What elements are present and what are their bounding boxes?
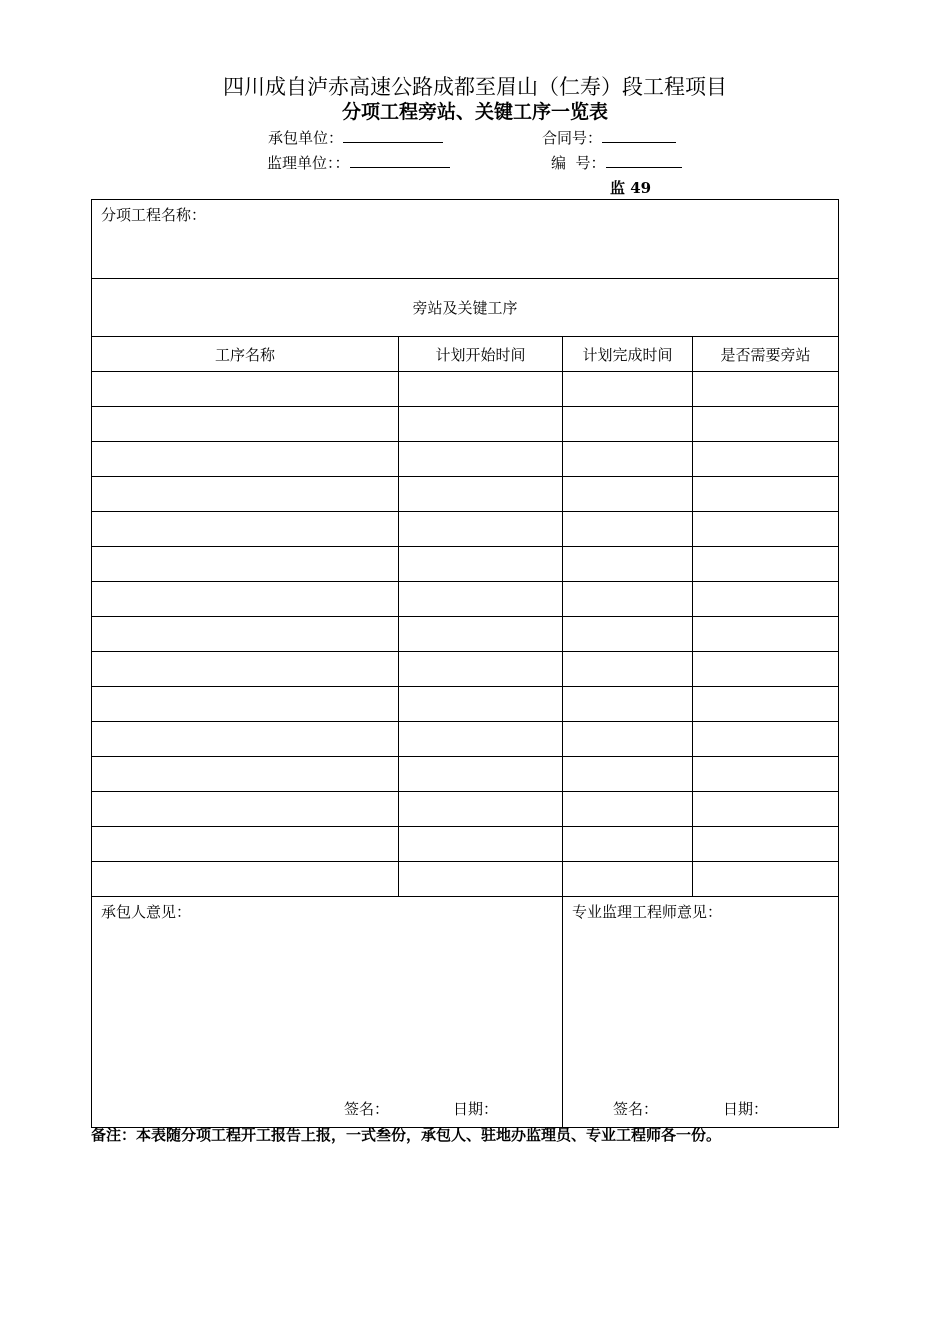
needs-supervision-cell[interactable] [693,722,839,757]
col-process-name: 工序名称 [92,337,399,372]
needs-supervision-cell[interactable] [693,372,839,407]
table-row [92,512,839,547]
planned-start-cell[interactable] [399,547,563,582]
needs-supervision-cell[interactable] [693,547,839,582]
planned-finish-cell[interactable] [563,757,693,792]
needs-supervision-cell[interactable] [693,862,839,897]
contractor-sign-label: 签名： [344,1100,390,1118]
engineer-opinion-label: 专业监理工程师意见： [572,903,723,921]
needs-supervision-cell[interactable] [693,617,839,652]
planned-start-cell[interactable] [399,722,563,757]
process-table [91,199,839,1128]
table-row [92,722,839,757]
planned-start-cell[interactable] [399,372,563,407]
planned-start-cell[interactable] [399,582,563,617]
process-name-cell[interactable] [92,442,399,477]
contractor-date-label: 日期： [453,1100,499,1118]
col-planned-finish: 计划完成时间 [563,337,693,372]
planned-finish-cell[interactable] [563,407,693,442]
needs-supervision-cell[interactable] [693,792,839,827]
table-row [92,652,839,687]
table-row [92,757,839,792]
contractor-blank [343,128,443,143]
contractor-opinion-cell[interactable] [92,897,563,1128]
planned-finish-cell[interactable] [563,617,693,652]
col-planned-start: 计划开始时间 [399,337,563,372]
process-name-cell[interactable] [92,477,399,512]
needs-supervision-cell[interactable] [693,407,839,442]
planned-finish-cell[interactable] [563,687,693,722]
planned-start-cell[interactable] [399,407,563,442]
planned-start-cell[interactable] [399,827,563,862]
table-row [92,372,839,407]
needs-supervision-cell[interactable] [693,442,839,477]
table-row [92,792,839,827]
needs-supervision-cell[interactable] [693,652,839,687]
contractor-field [268,128,443,148]
col-needs-supervision: 是否需要旁站 [693,337,839,372]
table-row [92,477,839,512]
planned-start-cell[interactable] [399,652,563,687]
engineer-opinion-cell[interactable] [563,897,839,1128]
planned-start-cell[interactable] [399,757,563,792]
process-name-cell[interactable] [92,407,399,442]
planned-finish-cell[interactable] [563,722,693,757]
process-name-cell[interactable] [92,547,399,582]
planned-finish-cell[interactable] [563,652,693,687]
contract-no-field [542,128,676,148]
process-name-cell[interactable] [92,792,399,827]
planned-start-cell[interactable] [399,792,563,827]
planned-finish-cell[interactable] [563,372,693,407]
planned-finish-cell[interactable] [563,792,693,827]
serial-label: 编 号： [551,154,606,172]
planned-finish-cell[interactable] [563,547,693,582]
needs-supervision-cell[interactable] [693,757,839,792]
process-name-cell[interactable] [92,827,399,862]
planned-finish-cell[interactable] [563,442,693,477]
process-name-cell[interactable] [92,757,399,792]
supervisor-blank [350,153,450,168]
process-name-cell[interactable] [92,687,399,722]
process-name-cell[interactable] [92,862,399,897]
process-name-cell[interactable] [92,582,399,617]
table-row [92,827,839,862]
process-name-cell[interactable] [92,652,399,687]
supervisor-label: 监理单位：： [267,154,350,172]
table-row [92,547,839,582]
table-row [92,442,839,477]
planned-start-cell[interactable] [399,862,563,897]
table-row [92,407,839,442]
table-row [92,617,839,652]
contract-no-label: 合同号： [542,129,603,147]
section-title: 旁站及关键工序 [92,279,839,337]
form-code: 监 49 [610,179,652,197]
serial-blank [606,153,682,168]
process-name-cell[interactable] [92,512,399,547]
form-title: 分项工程旁站、关键工序一览表 [341,101,608,123]
process-name-cell[interactable] [92,372,399,407]
subitem-name-cell[interactable] [92,200,839,279]
table-row [92,582,839,617]
planned-start-cell[interactable] [399,477,563,512]
contractor-label: 承包单位： [268,129,344,147]
planned-start-cell[interactable] [399,512,563,547]
needs-supervision-cell[interactable] [693,582,839,617]
engineer-date-label: 日期： [723,1100,769,1118]
needs-supervision-cell[interactable] [693,512,839,547]
supervisor-field [267,153,450,173]
needs-supervision-cell[interactable] [693,687,839,722]
planned-finish-cell[interactable] [563,827,693,862]
planned-start-cell[interactable] [399,442,563,477]
planned-finish-cell[interactable] [563,582,693,617]
planned-finish-cell[interactable] [563,512,693,547]
planned-start-cell[interactable] [399,687,563,722]
contractor-opinion-label: 承包人意见： [101,903,192,921]
process-name-cell[interactable] [92,722,399,757]
planned-finish-cell[interactable] [563,477,693,512]
table-row [92,862,839,897]
needs-supervision-cell[interactable] [693,477,839,512]
serial-field [551,153,682,173]
table-row [92,687,839,722]
footer-note: 备注：本表随分项工程开工报告上报，一式叁份，承包人、驻地办监理员、专业工程师各一份。 [91,1126,722,1144]
subitem-name-label: 分项工程名称： [101,206,207,224]
project-title: 四川成自泸赤高速公路成都至眉山（仁寿）段工程项目 [223,75,727,99]
planned-finish-cell[interactable] [563,862,693,897]
planned-start-cell[interactable] [399,617,563,652]
header-row [92,337,839,372]
contract-no-blank [602,128,676,143]
engineer-sign-label: 签名： [613,1100,659,1118]
process-name-cell[interactable] [92,617,399,652]
needs-supervision-cell[interactable] [693,827,839,862]
